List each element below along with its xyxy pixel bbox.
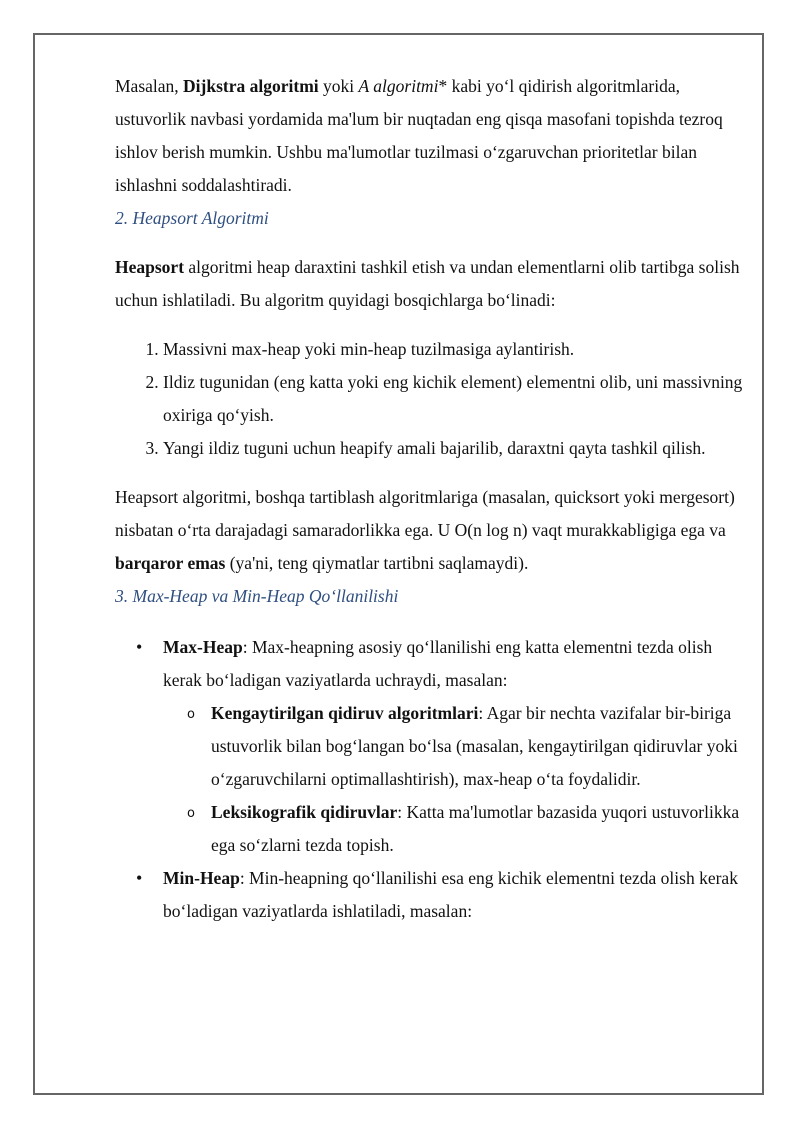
- list-item: 2. Ildiz tugunidan (eng katta yoki eng kichik element) elementni olib, uni massivning oxiriga qo‘yish.: [163, 366, 745, 432]
- sub-term: Leksikografik qidiruvlar: [211, 802, 398, 822]
- heapsort-summary: [115, 481, 745, 580]
- list-item: 1. Massivni max-heap yoki min-heap tuzilmasiga aylantirish.: [163, 333, 745, 366]
- summary-text: (ya'ni, teng qiymatlar tartibni saqlamaydi).: [225, 553, 529, 573]
- heapsort-heading: 2. Heapsort Algoritmi: [115, 208, 269, 228]
- heap-usage-list: [115, 631, 745, 928]
- document-body: [115, 70, 745, 928]
- dijkstra-term: Dijkstra algoritmi: [183, 76, 319, 96]
- a-star-term: A algoritmi: [358, 76, 439, 96]
- list-item: [211, 697, 745, 796]
- maxheap-sublist: [163, 697, 745, 862]
- heap-usage-heading: 3. Max-Heap va Min-Heap Qo‘llanilishi: [115, 586, 399, 606]
- heapsort-intro-text: algoritmi heap daraxtini tashkil etish va undan elementlarni olib tartibga solish uchun ishlatiladi. Bu algoritm quyidagi bosqichlarga bo‘linadi:: [115, 257, 740, 310]
- list-item: [211, 796, 745, 862]
- heapsort-steps-list: [115, 333, 745, 465]
- sub-term: Kengaytirilgan qidiruv algoritmlari: [211, 703, 479, 723]
- list-item-maxheap: [163, 631, 745, 862]
- maxheap-text: : Max-heapning asosiy qo‘llanilishi eng katta elementni tezda olish kerak bo‘ladigan vaziyatlarda uchraydi, masalan:: [163, 637, 713, 690]
- heapsort-term: Heapsort: [115, 257, 185, 277]
- intro-text: Masalan,: [115, 76, 184, 96]
- not-stable-term: barqaror emas: [115, 553, 226, 573]
- heapsort-intro: [115, 251, 745, 317]
- minheap-term: Min-Heap: [163, 868, 240, 888]
- intro-text: yoki: [318, 76, 359, 96]
- list-item-minheap: [163, 862, 745, 928]
- minheap-text: : Min-heapning qo‘llanilishi esa eng kichik elementni tezda olish kerak bo‘ladigan vaziyatlarda ishlatiladi, masalan:: [163, 868, 738, 921]
- maxheap-term: Max-Heap: [163, 637, 243, 657]
- intro-text: * kabi yo‘l qidirish algoritmlarida, ustuvorlik navbasi yordamida ma'lum bir nuqtadan eng qisqa masofani topishda tezroq ishlov berish mumkin. Ushbu ma'lumotlar tuzilmasi o‘zgaruvchan prioritetlar bilan ishlashni soddalashtiradi.: [115, 76, 723, 195]
- list-item: 3. Yangi ildiz tuguni uchun heapify amali bajarilib, daraxtni qayta tashkil qilish.: [163, 432, 745, 465]
- sub-text: : Agar bir nechta vazifalar bir-biriga ustuvorlik bilan bog‘langan bo‘lsa (masalan, kengaytirilgan qidiruvlar yoki o‘zgaruvchilarni optimallashtirish), max-heap o‘ta foydalidir.: [211, 703, 738, 789]
- sub-text: : Katta ma'lumotlar bazasida yuqori ustuvorlikka ega so‘zlarni tezda topish.: [211, 802, 740, 855]
- summary-text: Heapsort algoritmi, boshqa tartiblash algoritmlariga (masalan, quicksort yoki mergesort) nisbatan o‘rta darajadagi samaradorlikka ega. U O(n log n) vaqt murakkabligiga ega va: [115, 487, 735, 540]
- intro-paragraph: [115, 70, 745, 202]
